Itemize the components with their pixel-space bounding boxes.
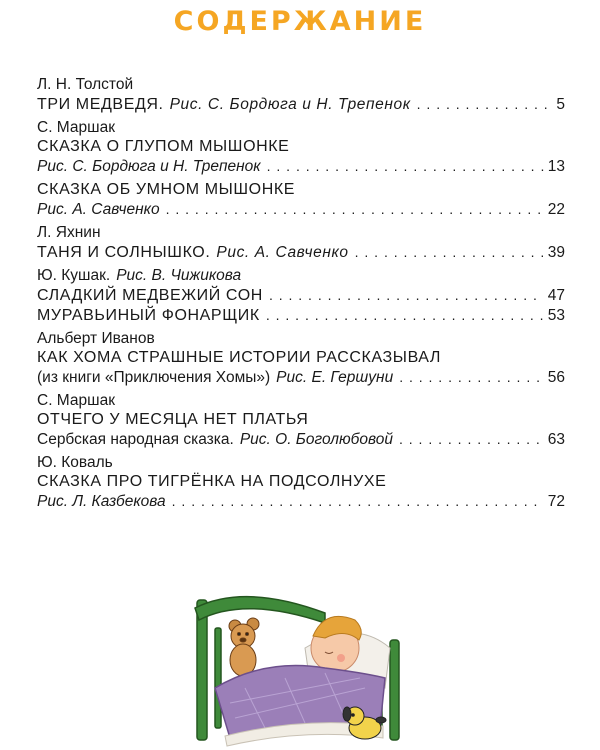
toc-entry[interactable] — [37, 157, 565, 176]
illustrator: Рис. А. Савченко — [37, 201, 160, 218]
toc-entry[interactable] — [37, 285, 565, 305]
story-title: ТРИ МЕДВЕДЯ. — [37, 96, 164, 113]
toc-entry[interactable] — [37, 430, 565, 449]
teddy-bear — [229, 618, 259, 676]
page-title: СОДЕРЖАНИЕ — [173, 6, 427, 37]
table-of-contents — [37, 75, 565, 511]
illustrator: Рис. О. Боголюбовой — [239, 431, 393, 448]
toc-author: Альберт Иванов — [37, 330, 155, 347]
dot-leader — [417, 94, 553, 113]
sleeping-child-illustration — [185, 578, 420, 750]
toc-entry[interactable] — [37, 368, 565, 387]
page-number: 13 — [547, 158, 565, 175]
page-number: 56 — [547, 369, 565, 386]
dot-leader — [355, 242, 544, 261]
dot-leader — [166, 200, 544, 219]
illustrator: Рис. А. Савченко — [216, 244, 349, 261]
illustrator: Рис. С. Бордюга и Н. Трепенок — [169, 96, 411, 113]
page-number: 39 — [547, 244, 565, 261]
source-note: (из книги «Приключения Хомы») — [37, 369, 271, 386]
story-title[interactable]: СКАЗКА ПРО ТИГРЁНКА НА ПОДСОЛНУХЕ — [37, 473, 387, 490]
toc-author: Л. Н. Толстой — [37, 76, 134, 93]
toc-author: С. Маршак — [37, 392, 115, 409]
toc-author: Ю. Кушак. Рис. В. Чижикова — [37, 267, 242, 284]
dot-leader — [267, 157, 544, 176]
illustrator: Рис. В. Чижикова — [116, 267, 242, 284]
page-number: 22 — [547, 201, 565, 218]
page-number: 47 — [547, 287, 565, 304]
toc-entry[interactable] — [37, 200, 565, 219]
story-title[interactable]: СКАЗКА ОБ УМНОМ МЫШОНКЕ — [37, 181, 296, 198]
toc-entry[interactable] — [37, 94, 565, 114]
toc-author: С. Маршак — [37, 119, 115, 136]
story-title: СЛАДКИЙ МЕДВЕЖИЙ СОН — [37, 287, 263, 304]
page-number: 63 — [547, 431, 565, 448]
dot-leader — [399, 430, 544, 449]
dot-leader — [399, 368, 544, 387]
story-title[interactable]: ОТЧЕГО У МЕСЯЦА НЕТ ПЛАТЬЯ — [37, 411, 309, 428]
illustrator: Рис. С. Бордюга и Н. Трепенок — [37, 158, 261, 175]
toc-entry[interactable] — [37, 305, 565, 325]
toc-entry[interactable] — [37, 242, 565, 262]
toc-entry[interactable] — [37, 492, 565, 511]
page-number: 5 — [556, 96, 565, 113]
story-title[interactable]: СКАЗКА О ГЛУПОМ МЫШОНКЕ — [37, 138, 290, 155]
toc-author: Л. Яхнин — [37, 224, 101, 241]
story-title[interactable]: КАК ХОМА СТРАШНЫЕ ИСТОРИИ РАССКАЗЫВАЛ — [37, 349, 442, 366]
story-title: МУРАВЬИНЫЙ ФОНАРЩИК — [37, 307, 260, 324]
illustrator: Рис. Е. Гершуни — [276, 369, 394, 386]
dot-leader — [269, 285, 544, 304]
dot-leader — [266, 305, 544, 324]
story-title: ТАНЯ И СОЛНЫШКО. — [37, 244, 211, 261]
child-head — [311, 616, 361, 672]
page-number: 53 — [547, 307, 565, 324]
toc-author: Ю. Коваль — [37, 454, 113, 471]
source-note: Сербская народная сказка. — [37, 431, 234, 448]
page-number: 72 — [547, 493, 565, 510]
dot-leader — [172, 492, 544, 511]
illustrator: Рис. Л. Казбекова — [37, 493, 166, 510]
